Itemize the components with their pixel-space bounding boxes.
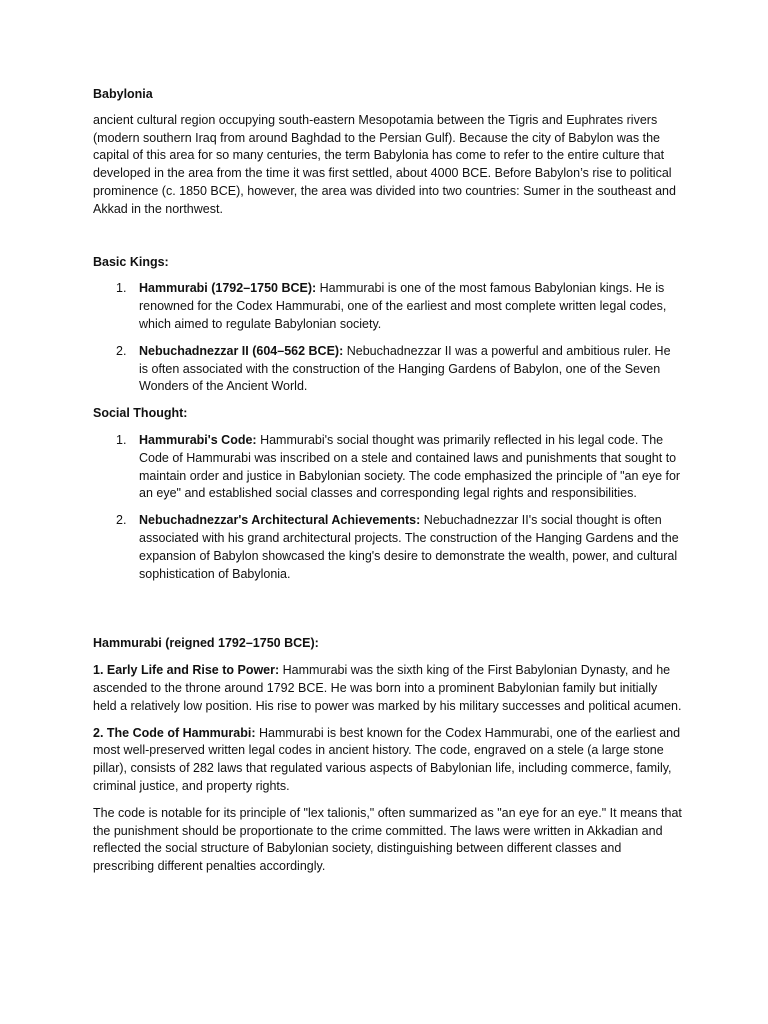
list-item-text: Nebuchadnezzar II was a powerful and ambitious ruler. He is often associated with the construction of the Hanging Gardens of Babylon, one of the Seven Wonders of the Ancient World. — [139, 343, 671, 394]
basic-kings-list — [93, 280, 683, 396]
paragraph-text: Hammurabi is best known for the Codex Hammurabi, one of the earliest and most well-preserved written legal codes in ancient history. The code, engraved on a stele (a large stone pillar), consists of 282 laws that regulated various aspects of Babylonian life, including commerce, family, criminal justice, and property rights. — [93, 725, 681, 793]
basic-kings-heading: Basic Kings: — [93, 254, 169, 269]
list-number: 1. — [116, 432, 127, 447]
document-title: Babylonia — [93, 87, 153, 101]
list-item-label: Nebuchadnezzar II (604–562 BCE): — [139, 343, 344, 358]
list-item-text: Hammurabi's social thought was primarily reflected in his legal code. The Code of Hammurabi was inscribed on a stele and contained laws and punishments that sought to maintain order and justice in Babylonian society. The code emphasized the principle of "an eye for an eye" and established social classes and corresponding legal rights and responsibilities. — [139, 432, 681, 501]
social-thought-list — [93, 432, 683, 583]
list-item-label: Hammurabi's Code: — [139, 432, 257, 447]
list-item-text: Hammurabi is one of the most famous Babylonian kings. He is renowned for the Codex Hammurabi, one of the earliest and most complete written legal codes, which aimed to regulate Babylonian society. — [139, 281, 667, 331]
early-life-paragraph — [93, 662, 683, 715]
paragraph-label: 1. Early Life and Rise to Power: — [93, 663, 280, 678]
list-item-label: Nebuchadnezzar's Architectural Achievements: — [139, 513, 421, 528]
code-paragraph — [93, 725, 683, 796]
paragraph-text: Hammurabi was the sixth king of the First Babylonian Dynasty, and he ascended to the throne around 1792 BCE. He was born into a prominent Babylonian family but initially held a relatively low position. His rise to power was marked by his military successes and political acumen. — [93, 663, 682, 713]
list-item-hammurabi-code — [93, 432, 683, 503]
list-item-architecture — [93, 512, 683, 583]
list-item-nebuchadnezzar — [93, 343, 683, 396]
lex-talionis-paragraph — [93, 805, 683, 876]
list-item-text: Nebuchadnezzar II's social thought is often associated with his grand architectural projects. The construction of the Hanging Gardens and the expansion of Babylon showcased the king's desire to demonstrate the wealth, power, and cultural sophistication of Babylonia. — [139, 513, 679, 581]
list-number: 1. — [116, 281, 127, 296]
hammurabi-section-heading: Hammurabi (reigned 1792–1750 BCE): — [93, 636, 319, 651]
paragraph-label: 2. The Code of Hammurabi: — [93, 725, 256, 740]
paragraph-text: The code is notable for its principle of "lex talionis," often summarized as "an eye for an eye." It means that the punishment should be proportionate to the crime committed. The laws were written in Akkadian and reflected the social structure of Babylonian society, distinguishing between different classes and prescribing different penalties accordingly. — [93, 805, 682, 874]
list-item-hammurabi — [93, 280, 683, 333]
list-number: 2. — [116, 343, 127, 358]
social-thought-heading: Social Thought: — [93, 406, 188, 421]
list-item-label: Hammurabi (1792–1750 BCE): — [139, 281, 317, 296]
list-number: 2. — [116, 513, 127, 528]
document-page — [93, 86, 683, 885]
intro-paragraph: ancient cultural region occupying south-eastern Mesopotamia between the Tigris and Euphrates rivers (modern southern Iraq from around Baghdad to the Persian Gulf). Because the city of Babylon was the capital of this area for so many centuries, the term Babylonia has come to refer to the entire culture that developed in the area from the time it was first settled, about 4000 BCE. Before Babylon’s rise to political prominence (c. 1850 BCE), however, the area was divided into two countries: Sumer in the southeast and Akkad in the northwest. — [93, 112, 676, 216]
